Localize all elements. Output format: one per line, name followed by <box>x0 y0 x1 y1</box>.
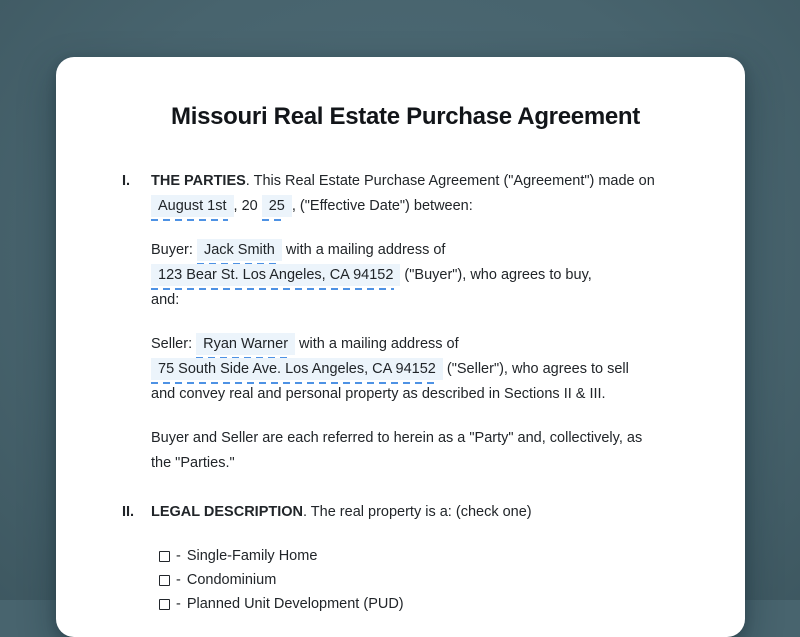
text-segment: , 20 <box>234 198 262 214</box>
property-type-options <box>151 544 689 616</box>
section-legal-description <box>122 500 689 616</box>
section-body <box>151 500 689 616</box>
checkbox-label: Single-Family Home <box>187 544 318 569</box>
checkbox-option-single-family-home[interactable] <box>159 544 689 568</box>
paragraph-effective-date <box>151 169 689 219</box>
text-segment: the "Parties." <box>151 455 235 471</box>
text-segment: and: <box>151 292 179 308</box>
text-segment: Buyer: <box>151 242 197 258</box>
document-card <box>56 57 745 637</box>
text-segment: ("Buyer"), who agrees to buy, <box>400 267 591 283</box>
text-segment: ("Seller"), who agrees to sell <box>443 361 629 377</box>
text-segment: , ("Effective Date") between: <box>292 198 473 214</box>
buyer-address-field[interactable]: 123 Bear St. Los Angeles, CA 94152 <box>151 264 400 286</box>
bold-text: LEGAL DESCRIPTION <box>151 504 303 520</box>
seller-name-field[interactable]: Ryan Warner <box>196 333 295 355</box>
document-title: Missouri Real Estate Purchase Agreement <box>122 103 689 131</box>
buyer-name-field[interactable]: Jack Smith <box>197 239 282 261</box>
section-the-parties <box>122 169 689 476</box>
text-segment: Buyer and Seller are each referred to herein as a "Party" and, collectively, as <box>151 430 642 446</box>
effective-date-day-field[interactable]: August 1st <box>151 195 234 217</box>
paragraph-legal-description <box>151 500 689 525</box>
checkbox-separator: - <box>176 544 181 569</box>
text-segment: . This Real Estate Purchase Agreement ("Agreement") made on <box>246 173 655 189</box>
checkbox-icon[interactable] <box>159 575 170 586</box>
text-segment: with a mailing address of <box>282 242 446 258</box>
bold-text: THE PARTIES <box>151 173 246 189</box>
seller-address-field[interactable]: 75 South Side Ave. Los Angeles, CA 94152 <box>151 358 443 380</box>
section-body <box>151 169 689 476</box>
checkbox-option-condominium[interactable] <box>159 568 689 592</box>
section-numeral: II. <box>122 500 151 616</box>
text-segment: with a mailing address of <box>295 336 459 352</box>
paragraph-parties-definition <box>151 426 689 476</box>
checkbox-separator: - <box>176 592 181 617</box>
section-numeral: I. <box>122 169 151 476</box>
checkbox-option-planned-unit-development[interactable] <box>159 592 689 616</box>
checkbox-icon[interactable] <box>159 599 170 610</box>
checkbox-icon[interactable] <box>159 551 170 562</box>
checkbox-separator: - <box>176 568 181 593</box>
effective-date-year-field[interactable]: 25 <box>262 195 292 217</box>
text-segment: and convey real and personal property as described in Sections II & III. <box>151 386 606 402</box>
paragraph-buyer <box>151 238 689 313</box>
checkbox-label: Condominium <box>187 568 276 593</box>
text-segment: . The real property is a: (check one) <box>303 504 532 520</box>
checkbox-label: Planned Unit Development (PUD) <box>187 592 404 617</box>
paragraph-seller <box>151 332 689 407</box>
text-segment: Seller: <box>151 336 196 352</box>
